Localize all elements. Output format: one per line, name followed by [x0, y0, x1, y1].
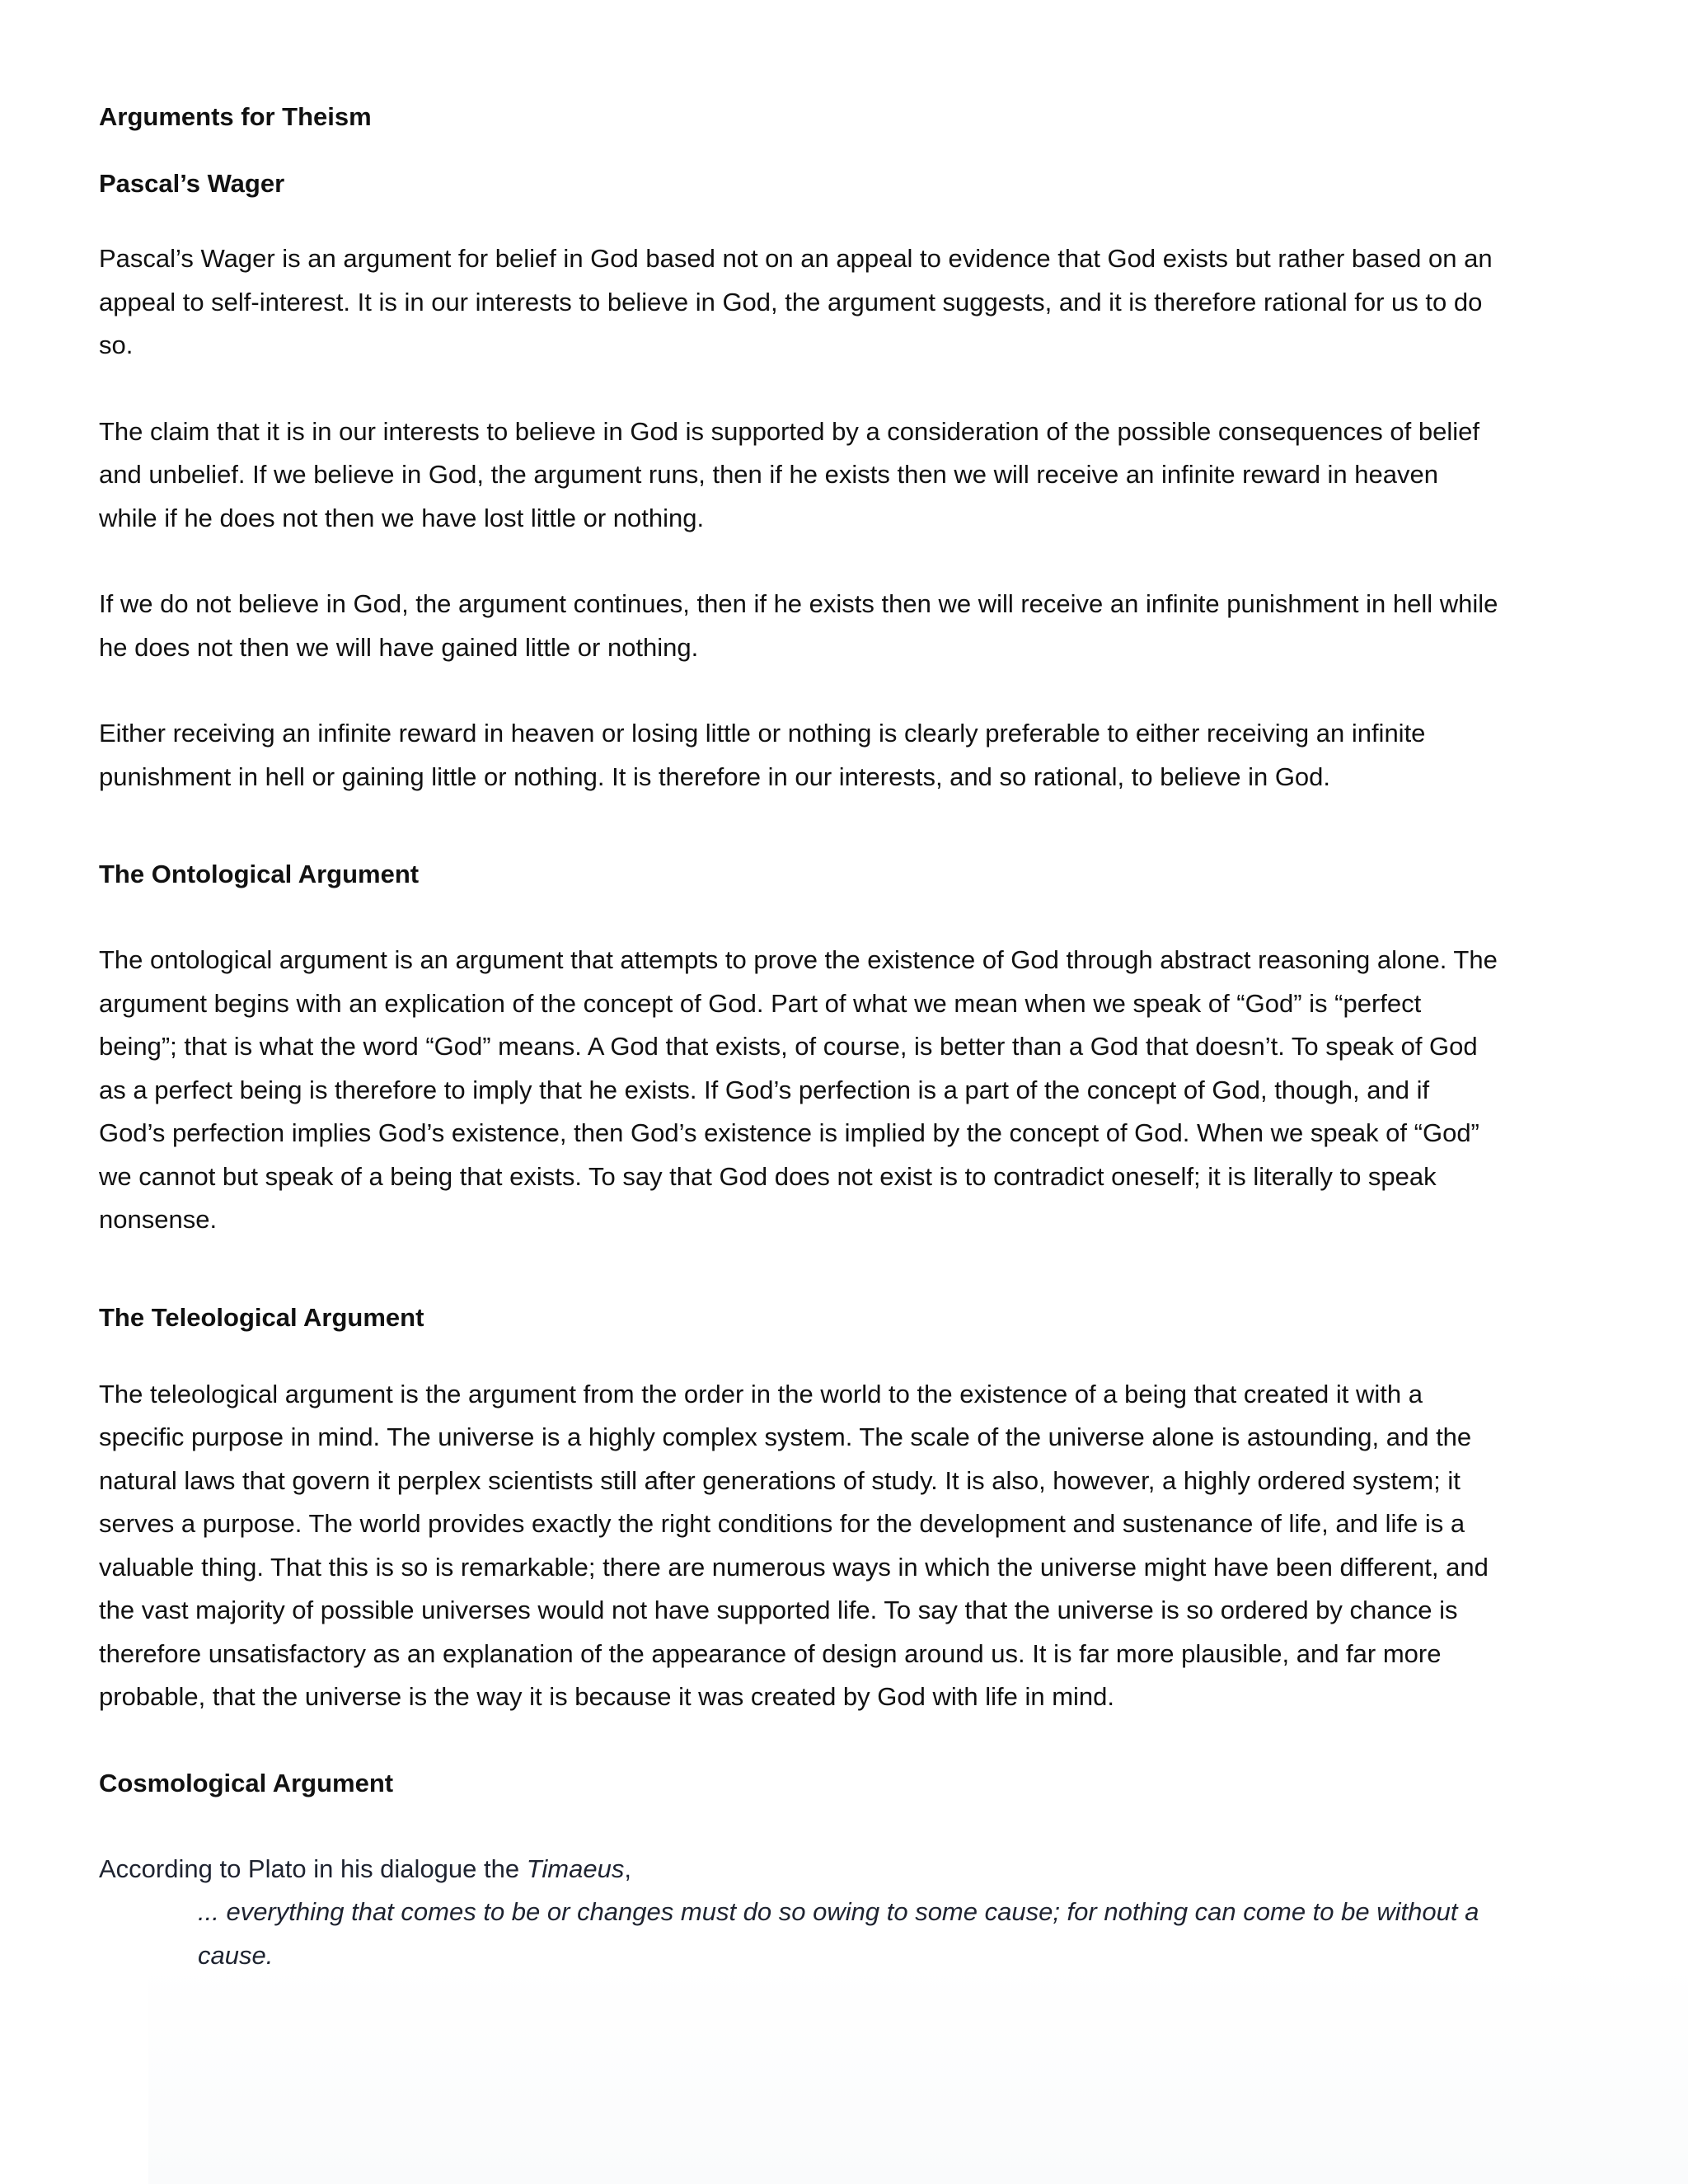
work-title: Timaeus — [526, 1854, 625, 1883]
plato-quote: ... everything that comes to be or changes must do so owing to some cause; for nothing can come to be without a cause. — [198, 1897, 1479, 1970]
ontological-paragraph: The ontological argument is an argument that attempts to prove the existence of God through abstract reasoning alone. The argument begins with an explication of the concept of God. Part of what we mean when we speak of “God” is “perfect being”; that is what the word “God” means. A God that exists, of course, is better than a God that doesn’t. To speak of God as a perfect being is therefore to imply that he exists. If God’s perfection is a part of the concept of God, though, and if God’s perfection implies God’s existence, then God’s existence is implied by the concept of God. When we speak of “God” we cannot but speak of a being that exists. To say that God does not exist is to contradict oneself; it is literally to speak nonsense. — [99, 945, 1498, 1234]
document-body — [99, 96, 1500, 1977]
ontological-heading: The Ontological Argument — [99, 860, 420, 888]
teleological-paragraph: The teleological argument is the argument from the order in the world to the existence of a being that created it with a specific purpose in mind. The universe is a highly complex system. The scale of the universe alone is astounding, and the natural laws that govern it perplex scientists still after generations of study. It is also, however, a highly ordered system; it serves a purpose. The world provides exactly the right conditions for the development and sustenance of life, and life is a valuable thing. That this is so is remarkable; there are numerous ways in which the universe might have been different, and the vast majority of possible universes would not have supported life. To say that the universe is so ordered by chance is therefore unsatisfactory as an explanation of the appearance of design around us. It is far more plausible, and far more probable, that the universe is the way it is because it was created by God with life in mind. — [99, 1379, 1489, 1711]
page-bottom-shade — [148, 1961, 1688, 2184]
pascal-paragraph-1: Pascal’s Wager is an argument for belief in God based not on an appeal to evidence that God exists but rather based on an appeal to self-interest. It is in our interests to believe in God, the argument suggests, and it is therefore rational for us to do so. — [99, 244, 1493, 359]
pascal-paragraph-3: If we do not believe in God, the argument continues, then if he exists then we will receive an infinite punishment in hell while he does not then we will have gained little or nothing. — [99, 589, 1498, 662]
cosmological-heading: Cosmological Argument — [99, 1768, 394, 1797]
cosmological-intro — [99, 1848, 1500, 1891]
pascal-paragraph-4: Either receiving an infinite reward in heaven or losing little or nothing is clearly preferable to either receiving an infinite punishment in hell or gaining little or nothing. It is therefore in our interests, and so rational, to believe in God. — [99, 719, 1426, 791]
intro-punctuation: , — [624, 1854, 631, 1883]
intro-text: According to Plato in his dialogue the — [99, 1854, 527, 1883]
pascal-heading: Pascal’s Wager — [99, 169, 285, 198]
pascal-paragraph-2: The claim that it is in our interests to believe in God is supported by a consideration of the possible consequences of belief and unbelief. If we believe in God, the argument runs, then if he exists then we will receive an infinite reward in heaven while if he does not then we have lost little or nothing. — [99, 416, 1479, 532]
teleological-heading: The Teleological Argument — [99, 1302, 424, 1332]
document-title: Arguments for Theism — [99, 102, 372, 131]
